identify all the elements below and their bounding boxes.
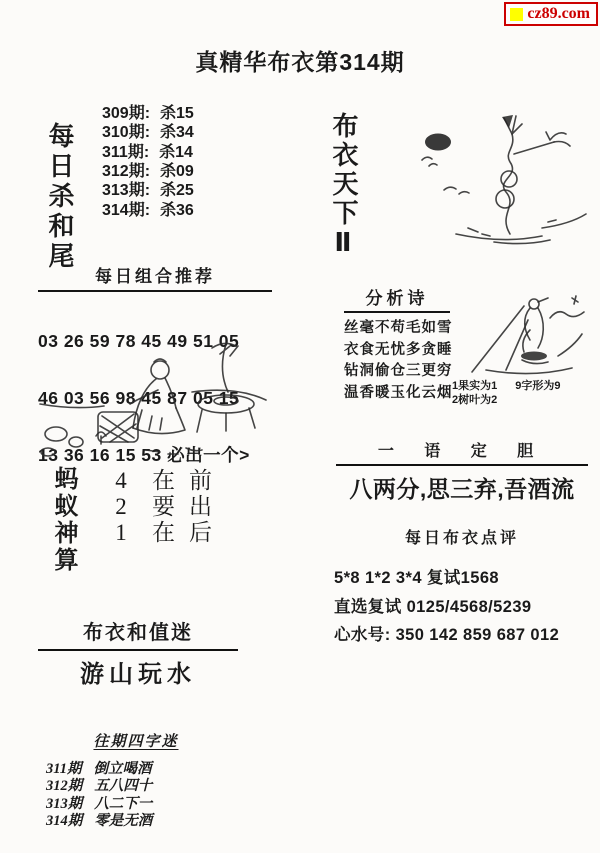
kill-issue: 311期: bbox=[102, 143, 150, 161]
annotation-note: 9字形为9 bbox=[515, 380, 561, 392]
kill-row bbox=[102, 121, 194, 140]
poem-line: 钻洞偷仓三更穷 bbox=[344, 363, 453, 379]
kill-row bbox=[102, 179, 194, 198]
ant-number: 4 bbox=[115, 468, 127, 493]
ant-oracle-vertical-title: 蚂蚁神算 bbox=[50, 466, 77, 574]
ant-number: 1 bbox=[115, 520, 127, 545]
daily-kill-vertical-title: 每日杀和尾 bbox=[45, 122, 75, 272]
sketch-annotation-notes bbox=[452, 379, 561, 407]
number-picks-section bbox=[334, 564, 559, 650]
combo-row: 46 03 56 98 45 87 05 15 bbox=[38, 388, 240, 408]
kill-value: 杀36 bbox=[160, 201, 194, 219]
ant-position: 在前 bbox=[152, 467, 226, 493]
kill-value: 杀34 bbox=[160, 124, 194, 142]
one-phrase-title: 一 语 定 胆 bbox=[336, 438, 588, 466]
one-phrase-text: 八两分,思三弃,吾酒流 bbox=[349, 476, 575, 502]
poem-line: 衣食无忧多贪睡 bbox=[344, 341, 453, 358]
kill-value: 杀25 bbox=[160, 182, 194, 200]
riddle-text: 八二下一 bbox=[94, 795, 153, 812]
daily-kill-list bbox=[102, 102, 194, 218]
site-badge[interactable] bbox=[504, 2, 598, 26]
crane-drawing bbox=[450, 290, 588, 378]
crane-figure-sketch bbox=[450, 290, 588, 378]
past-riddles-title: 往期四字迷 bbox=[93, 734, 179, 750]
site-badge-text: cz89.com bbox=[527, 5, 590, 22]
kill-value: 杀15 bbox=[160, 105, 194, 123]
kill-issue: 309期: bbox=[102, 105, 151, 123]
kill-value: 杀14 bbox=[159, 143, 193, 161]
sum-riddle-section bbox=[38, 616, 238, 689]
page-title: 真精华布衣第314期 bbox=[195, 49, 405, 75]
past-riddles-section bbox=[46, 730, 226, 828]
riddle-issue: 314期 bbox=[46, 813, 83, 830]
kill-issue: 310期: bbox=[102, 124, 151, 142]
annotation-note: 1果实为1 bbox=[452, 380, 498, 392]
ant-oracle-rows bbox=[112, 462, 226, 545]
analysis-poem-section bbox=[344, 284, 453, 404]
picks-lucky-line: 心水号: 350 142 859 687 012 bbox=[334, 626, 560, 644]
kill-value: 杀09 bbox=[160, 163, 194, 181]
poem-line: 温香暖玉化云烟 bbox=[344, 384, 453, 401]
riddle-issue: 313期 bbox=[46, 795, 83, 812]
site-badge-yellow-square-icon bbox=[510, 8, 523, 21]
past-riddle-row bbox=[46, 811, 226, 828]
combo-row: 03 26 59 78 45 49 51 05 bbox=[38, 331, 240, 351]
ant-oracle-row bbox=[112, 462, 226, 493]
ant-number: 2 bbox=[115, 494, 127, 519]
riddle-text: 倒立喝酒 bbox=[93, 761, 152, 778]
riddle-issue: 312期 bbox=[46, 778, 83, 795]
kill-row bbox=[102, 160, 194, 179]
daily-combo-title: 每日组合推荐 bbox=[38, 262, 272, 292]
sum-riddle-answer: 游山玩水 bbox=[80, 661, 196, 688]
seated-figure-sketch bbox=[34, 340, 272, 465]
kill-issue: 312期: bbox=[102, 163, 151, 181]
kill-issue: 313期: bbox=[102, 182, 151, 200]
gnarled-tree-sketch bbox=[398, 102, 590, 250]
seated-person-drawing bbox=[34, 340, 272, 465]
picks-direct-line: 直选复试 0125/4568/5239 bbox=[334, 597, 532, 616]
kill-row bbox=[102, 198, 194, 217]
combo-row: 13 36 16 15 53 必出一个> bbox=[38, 445, 250, 465]
one-phrase-section bbox=[336, 438, 588, 548]
annotation-note: 2树叶为2 bbox=[452, 394, 498, 406]
kill-row bbox=[102, 141, 194, 160]
riddle-issue: 311期 bbox=[46, 761, 82, 778]
riddle-text: 五八四十 bbox=[94, 778, 153, 795]
analysis-poem-lines bbox=[344, 318, 453, 404]
tree-birds-sun-drawing bbox=[398, 102, 590, 250]
ant-position: 在后 bbox=[152, 519, 226, 545]
poem-line: 丝毫不苟毛如雪 bbox=[344, 320, 453, 336]
analysis-poem-title: 分析诗 bbox=[344, 284, 450, 313]
buyi-tianxia-vertical-title: 布衣天下Ⅱ bbox=[329, 112, 359, 261]
past-riddles-list bbox=[46, 759, 226, 828]
kill-issue: 314期: bbox=[102, 201, 151, 219]
kill-row bbox=[102, 102, 194, 121]
picks-duplex-line: 5*8 1*2 3*4 复试1568 bbox=[334, 569, 499, 587]
ant-position: 要出 bbox=[152, 493, 226, 519]
riddle-text: 零是无酒 bbox=[94, 813, 153, 830]
daily-review-label: 每日布衣点评 bbox=[404, 530, 519, 547]
sum-riddle-title: 布衣和值迷 bbox=[38, 616, 238, 651]
